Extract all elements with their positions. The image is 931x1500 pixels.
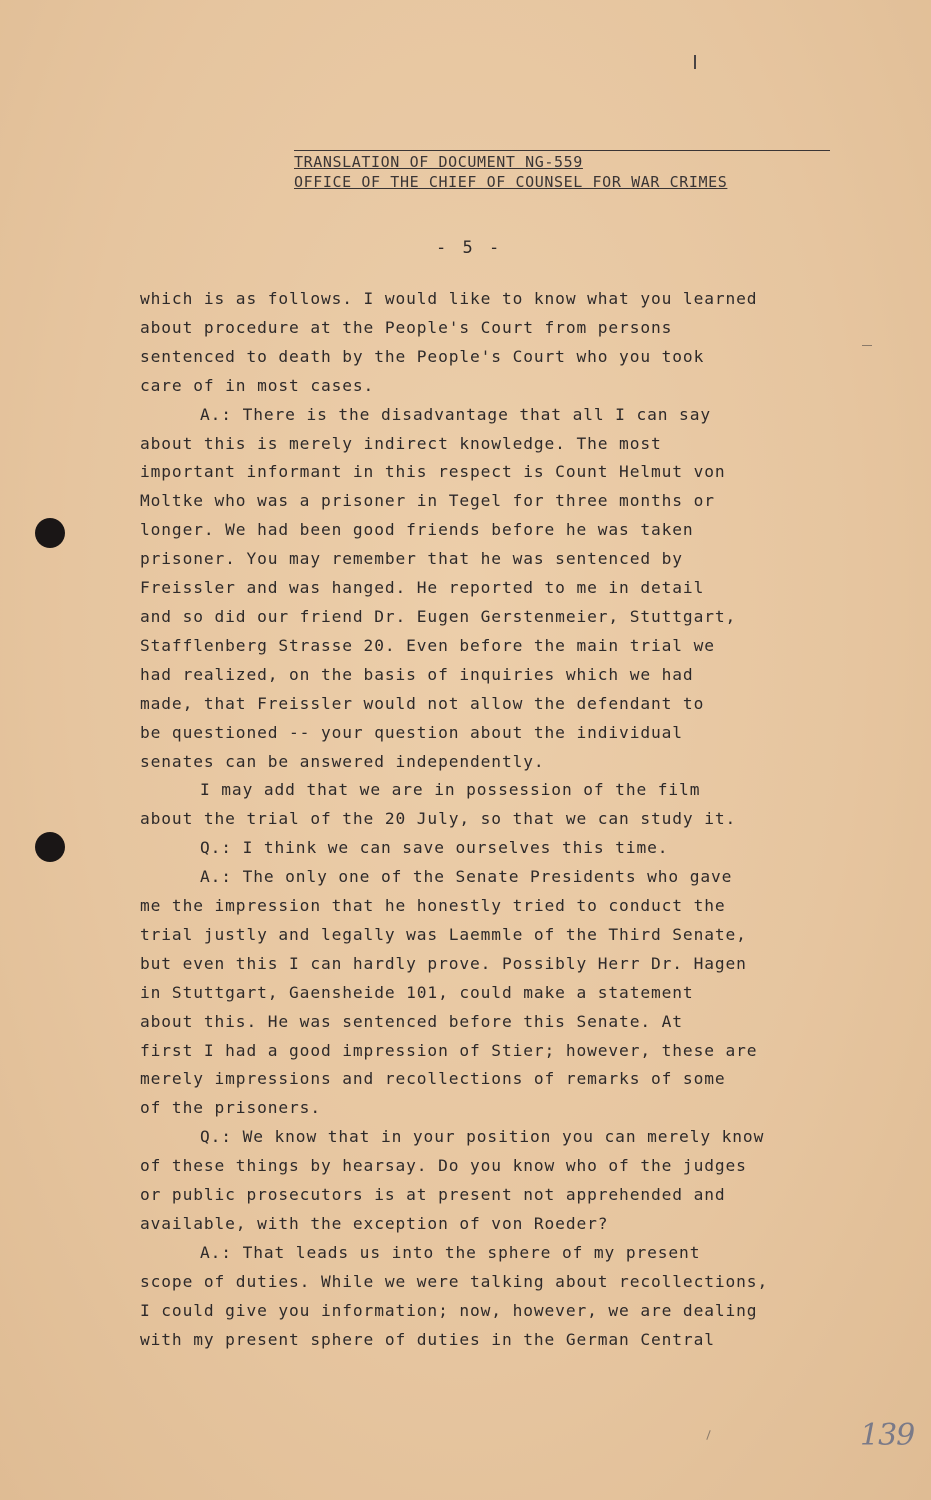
text-line: sentenced to death by the People's Court who you took bbox=[140, 346, 705, 366]
header-office-line: OFFICE OF THE CHIEF OF COUNSEL FOR WAR CRIMES bbox=[294, 173, 728, 191]
text-line: I could give you information; now, however, we are dealing bbox=[140, 1300, 758, 1320]
text-line: about this is merely indirect knowledge. The most bbox=[140, 433, 662, 453]
header-translation-line: TRANSLATION OF DOCUMENT NG-559 bbox=[294, 150, 830, 172]
text-line: Stafflenberg Strasse 20. Even before the main trial we bbox=[140, 635, 715, 655]
text-line: senates can be answered independently. bbox=[140, 751, 545, 771]
text-line: available, with the exception of von Roeder? bbox=[140, 1214, 609, 1233]
punch-hole-upper bbox=[35, 518, 65, 548]
text-line: I may add that we are in possession of the film bbox=[200, 780, 701, 800]
text-line: but even this I can hardly prove. Possibly Herr Dr. Hagen bbox=[140, 953, 747, 973]
text-line: with my present sphere of duties in the German Central bbox=[140, 1329, 715, 1349]
text-line: had realized, on the basis of inquiries which we had bbox=[140, 664, 694, 684]
text-line: first I had a good impression of Stier; however, these are bbox=[140, 1040, 758, 1060]
text-line: Moltke who was a prisoner in Tegel for three months or bbox=[140, 491, 715, 511]
text-line: scope of duties. While we were talking about recollections, bbox=[140, 1271, 769, 1291]
text-line: prisoner. You may remember that he was sentenced by bbox=[140, 549, 683, 569]
text-line: A.: The only one of the Senate Presidents who gave bbox=[200, 867, 733, 887]
text-line: made, that Freissler would not allow the defendant to bbox=[140, 693, 705, 713]
text-line: about the trial of the 20 July, so that we can study it. bbox=[140, 809, 737, 829]
text-line: about procedure at the People's Court from persons bbox=[140, 317, 673, 337]
text-line: A.: There is the disadvantage that all I can say bbox=[200, 404, 711, 424]
folio-number: 139 bbox=[860, 1418, 915, 1453]
stray-mark bbox=[706, 1430, 710, 1440]
document-header bbox=[294, 150, 830, 192]
text-line: Freissler and was hanged. He reported to me in detail bbox=[140, 578, 705, 598]
text-line: in Stuttgart, Gaensheide 101, could make a statement bbox=[140, 982, 694, 1002]
punch-hole-lower bbox=[35, 832, 65, 862]
text-line: Q.: We know that in your position you can merely know bbox=[200, 1127, 765, 1147]
text-line: of the prisoners. bbox=[140, 1098, 321, 1118]
text-line: longer. We had been good friends before he was taken bbox=[140, 520, 694, 540]
text-line: of these things by hearsay. Do you know who of the judges bbox=[140, 1156, 747, 1176]
text-line: important informant in this respect is Count Helmut von bbox=[140, 462, 726, 482]
text-line: and so did our friend Dr. Eugen Gerstenmeier, Stuttgart, bbox=[140, 606, 737, 626]
text-line: care of in most cases. bbox=[140, 375, 375, 395]
text-line: which is as follows. I would like to know what you learned bbox=[140, 289, 758, 308]
stray-mark bbox=[862, 345, 872, 346]
page-number: - 5 - bbox=[436, 238, 503, 258]
text-line: merely impressions and recollections of remarks of some bbox=[140, 1069, 726, 1089]
text-line: Q.: I think we can save ourselves this time. bbox=[200, 838, 669, 858]
text-line: or public prosecutors is at present not apprehended and bbox=[140, 1185, 726, 1205]
text-line: be questioned -- your question about the individual bbox=[140, 722, 683, 742]
text-line: me the impression that he honestly tried to conduct the bbox=[140, 896, 726, 916]
text-line: A.: That leads us into the sphere of my present bbox=[200, 1242, 701, 1262]
body-text bbox=[140, 285, 860, 1355]
text-line: trial justly and legally was Laemmle of the Third Senate, bbox=[140, 924, 747, 944]
text-line: about this. He was sentenced before this Senate. At bbox=[140, 1011, 683, 1031]
pencil-mark bbox=[694, 55, 696, 69]
